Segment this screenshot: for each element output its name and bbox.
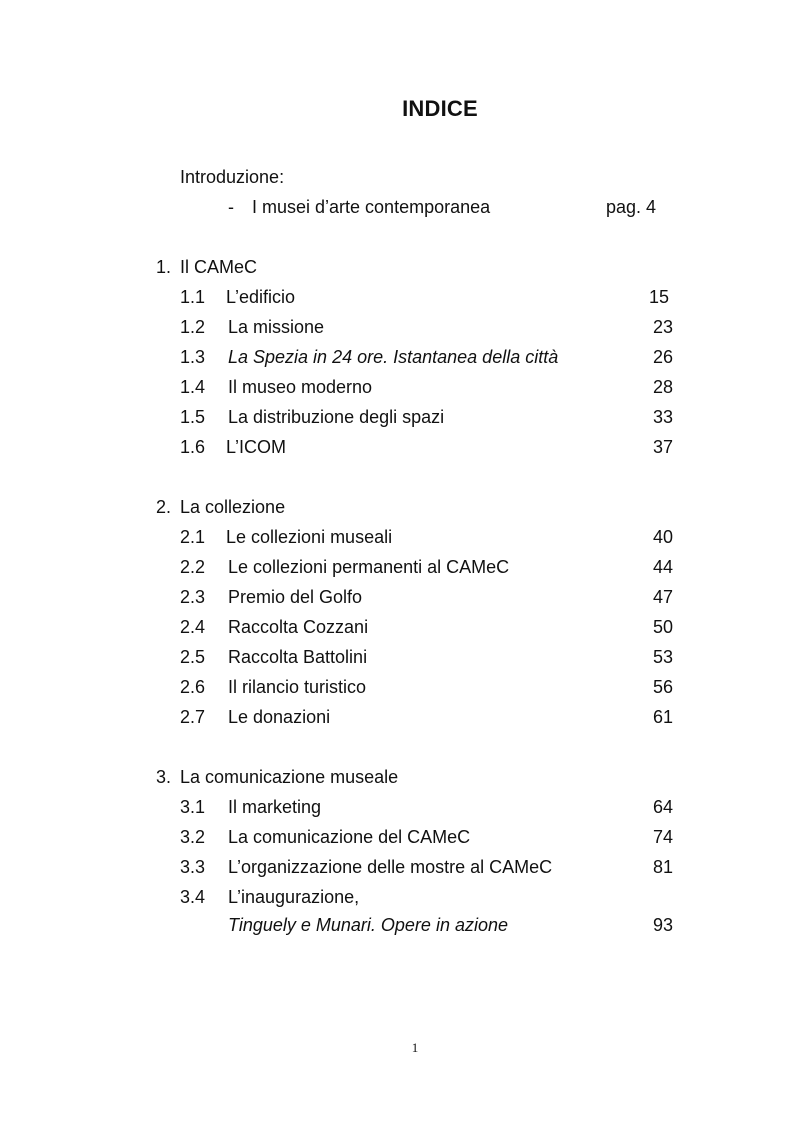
- section-page: 56: [652, 677, 673, 697]
- chapter-number: 3.: [156, 767, 172, 787]
- section-title: L’edificio: [226, 287, 296, 307]
- chapter-title: La comunicazione museale: [180, 767, 399, 787]
- section-title: La distribuzione degli spazi: [228, 407, 445, 427]
- section-number: 1.4: [180, 377, 206, 397]
- section-page: 47: [652, 587, 673, 607]
- section-page: 28: [652, 377, 673, 397]
- section-number: 2.7: [180, 707, 206, 727]
- section-number: 1.2: [180, 317, 206, 337]
- section-title: Le donazioni: [228, 707, 331, 727]
- section-title: Il rilancio turistico: [228, 677, 367, 697]
- section-page: 37: [652, 437, 673, 457]
- page-number: 1: [411, 1040, 419, 1055]
- section-number: 2.5: [180, 647, 206, 667]
- section-page: 26: [652, 347, 673, 367]
- section-title: Premio del Golfo: [228, 587, 363, 607]
- section-title: L’ICOM: [226, 437, 287, 457]
- section-title: Il marketing: [228, 797, 322, 817]
- section-page: 74: [652, 827, 673, 847]
- section-number: 3.1: [180, 797, 206, 817]
- section-title: Il museo moderno: [228, 377, 373, 397]
- section-page: 15: [648, 287, 669, 307]
- section-title: La Spezia in 24 ore. Istantanea della città: [228, 347, 559, 367]
- section-number: 1.6: [180, 437, 206, 457]
- section-number: 3.2: [180, 827, 206, 847]
- section-number: 3.3: [180, 857, 206, 877]
- intro-dash: -: [228, 197, 234, 217]
- page-title: INDICE: [402, 96, 478, 121]
- chapter-number: 1.: [156, 257, 172, 277]
- chapter-title: Il CAMeC: [180, 257, 258, 277]
- section-number: 1.1: [180, 287, 206, 307]
- section-page: 23: [652, 317, 673, 337]
- intro-heading: Introduzione:: [180, 167, 285, 187]
- section-number: 2.6: [180, 677, 206, 697]
- section-number: 1.3: [180, 347, 206, 367]
- intro-item-title: I musei d’arte contemporanea: [252, 197, 491, 217]
- section-page: 64: [652, 797, 673, 817]
- section-page: 40: [652, 527, 673, 547]
- section-number: 2.4: [180, 617, 206, 637]
- section-page: 44: [652, 557, 673, 577]
- section-page: 81: [652, 857, 673, 877]
- section-page: 33: [652, 407, 673, 427]
- section-title: Raccolta Battolini: [228, 647, 368, 667]
- section-number: 2.3: [180, 587, 206, 607]
- intro-item-page: pag. 4: [606, 197, 657, 217]
- section-page: 93: [652, 915, 673, 935]
- section-title: La comunicazione del CAMeC: [228, 827, 471, 847]
- section-number: 1.5: [180, 407, 206, 427]
- chapter-title: La collezione: [180, 497, 286, 517]
- section-number: 2.2: [180, 557, 206, 577]
- section-page: 50: [652, 617, 673, 637]
- section-number: 3.4: [180, 887, 206, 907]
- section-number: 2.1: [180, 527, 206, 547]
- section-title-continuation: Tinguely e Munari. Opere in azione: [228, 915, 508, 935]
- chapter-number: 2.: [156, 497, 172, 517]
- section-page: 61: [652, 707, 673, 727]
- section-title: Raccolta Cozzani: [228, 617, 369, 637]
- section-title: L’inaugurazione,: [228, 887, 360, 907]
- section-page: 53: [652, 647, 673, 667]
- section-title: L’organizzazione delle mostre al CAMeC: [228, 857, 553, 877]
- section-title: Le collezioni museali: [226, 527, 393, 547]
- section-title: La missione: [228, 317, 325, 337]
- section-title: Le collezioni permanenti al CAMeC: [228, 557, 510, 577]
